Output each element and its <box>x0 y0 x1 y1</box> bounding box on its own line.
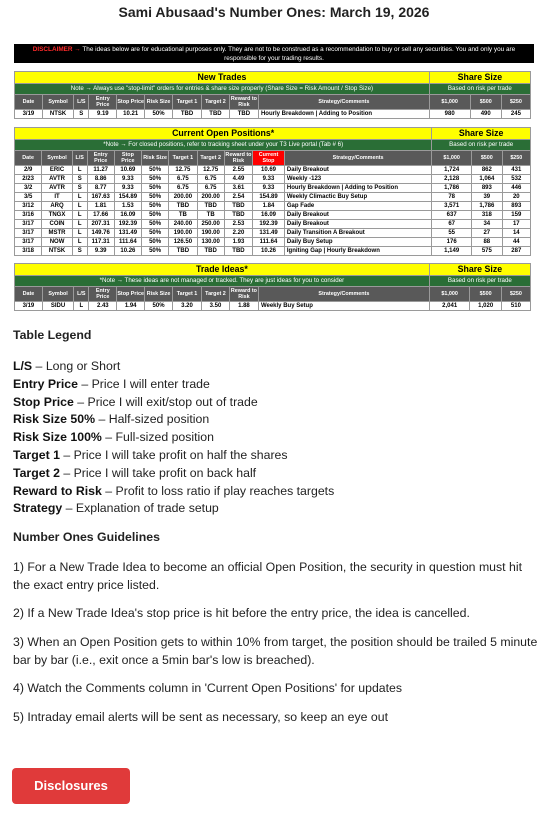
new_trades-title-row <box>15 72 531 84</box>
table-cell: 17.66 <box>87 211 114 220</box>
column-header: Stop Price <box>117 95 145 110</box>
trade_ideas-note-row <box>15 276 531 287</box>
table-cell: 2.55 <box>224 166 252 175</box>
table-cell: 10.69 <box>114 166 141 175</box>
legend-item <box>13 358 548 376</box>
trade_ideas-header-row <box>15 287 531 302</box>
legend-desc: – Full-sized position <box>101 430 214 445</box>
table-cell: 50% <box>142 202 169 211</box>
table-cell: 1,020 <box>470 302 501 311</box>
strategy-cell: Daily Transition A Breakout <box>284 229 431 238</box>
table-cell: 2.43 <box>89 302 117 311</box>
table-cell: 207.31 <box>87 220 114 229</box>
table-cell: 3/17 <box>15 238 42 247</box>
table-cell: 34 <box>472 220 503 229</box>
new_trades-table <box>14 71 531 119</box>
table-cell: 1,064 <box>472 175 503 184</box>
table-cell: 2.53 <box>224 220 252 229</box>
share-size-subtitle: Based on risk per trade <box>432 140 531 151</box>
legend-desc: – Price I will enter trade <box>77 376 210 391</box>
table-cell: 8.77 <box>87 184 114 193</box>
table-cell: 130.00 <box>197 238 224 247</box>
table-cell: 1.81 <box>87 202 114 211</box>
table-cell: MSTR <box>42 229 73 238</box>
table-cell: 50% <box>142 229 169 238</box>
table-cell: 431 <box>502 166 530 175</box>
table-cell: 2,128 <box>432 175 472 184</box>
column-header: L/S <box>74 287 89 302</box>
table-cell: TBD <box>197 202 224 211</box>
table-cell: 980 <box>429 110 470 119</box>
column-header: L/S <box>74 95 89 110</box>
legend-term: Target 2 <box>13 465 60 480</box>
table-cell: L <box>72 238 87 247</box>
column-header: Target 2 <box>202 95 230 110</box>
table-cell: S <box>72 247 87 256</box>
legend-desc: – Explanation of trade setup <box>62 501 219 516</box>
legend-desc: – Long or Short <box>32 359 121 373</box>
table-cell: NOW <box>42 238 73 247</box>
open_positions-header-row <box>15 151 531 166</box>
column-header: Stop Price <box>117 287 145 302</box>
column-header-share-size: $250 <box>501 95 530 110</box>
table-cell: 9.19 <box>89 110 117 119</box>
column-header-share-size: $500 <box>470 95 501 110</box>
table-cell: 240.00 <box>169 220 197 229</box>
column-header: Strategy/Comments <box>258 95 429 110</box>
trade_ideas-table <box>14 263 531 311</box>
table-cell: 2.54 <box>224 193 252 202</box>
share-size-title: Share Size <box>429 72 530 84</box>
table-cell: 637 <box>432 211 472 220</box>
table-cell: 1,786 <box>472 202 503 211</box>
table-row <box>15 220 531 229</box>
table-cell: 131.49 <box>253 229 285 238</box>
table-cell: 3,571 <box>432 202 472 211</box>
table-cell: ARQ <box>42 202 73 211</box>
table-cell: S <box>74 110 89 119</box>
strategy-cell: Weekly -123 <box>284 175 431 184</box>
column-header: Reward to Risk <box>230 96 257 108</box>
table-cell: 1,724 <box>432 166 472 175</box>
column-header: Strategy/Comments <box>258 287 429 302</box>
table-cell: 2/23 <box>15 175 42 184</box>
table-cell: 3/16 <box>15 211 42 220</box>
legend-term: Reward to Risk <box>13 483 102 498</box>
table-cell: 200.00 <box>169 193 197 202</box>
table-cell: 200.00 <box>197 193 224 202</box>
open_positions-note: *Note → For closed positions, refer to tracking sheet under your T3 Live portal (Tab # 6) <box>15 140 432 151</box>
column-header: Symbol <box>42 151 73 166</box>
table-cell: 27 <box>472 229 503 238</box>
table-cell: NTSK <box>42 247 73 256</box>
table-cell: 4.49 <box>224 175 252 184</box>
disclaimer-label: DISCLAIMER → <box>32 46 81 53</box>
column-header: Symbol <box>42 287 73 302</box>
table-cell: 39 <box>472 193 503 202</box>
table-row <box>15 202 531 211</box>
table-cell: 50% <box>145 302 173 311</box>
table-cell: 2.20 <box>224 229 252 238</box>
table-cell: 3/12 <box>15 202 42 211</box>
table-cell: 50% <box>145 110 173 119</box>
table-row <box>15 184 531 193</box>
table-cell: TBD <box>169 202 197 211</box>
table-cell: 250.00 <box>197 220 224 229</box>
legend-term: Risk Size 50% <box>13 412 96 427</box>
table-cell: 149.76 <box>87 229 114 238</box>
table-cell: 50% <box>142 184 169 193</box>
table-cell: 862 <box>472 166 503 175</box>
legend-item <box>13 465 548 483</box>
table-cell: 490 <box>470 110 501 119</box>
table-cell: L <box>72 229 87 238</box>
table-row <box>15 211 531 220</box>
table-cell: 9.33 <box>253 175 285 184</box>
trade_ideas-title-row <box>15 264 531 276</box>
table-cell: 2/9 <box>15 166 42 175</box>
table-cell: 12.75 <box>197 166 224 175</box>
table-cell: 192.39 <box>253 220 285 229</box>
table-cell: 159 <box>502 211 530 220</box>
table-cell: 318 <box>472 211 503 220</box>
legend-term: Risk Size 100% <box>13 430 102 445</box>
column-header-current-stop: Current Stop <box>253 151 285 166</box>
guidelines-title: Number Ones Guidelines <box>13 530 160 545</box>
strategy-cell: Igniting Gap | Hourly Breakdown <box>284 247 431 256</box>
column-header: Risk Size <box>142 151 169 166</box>
table-cell: 154.89 <box>114 193 141 202</box>
table-cell: L <box>72 202 87 211</box>
table-cell: TBD <box>229 110 258 119</box>
legend-term: Entry Price <box>13 376 78 391</box>
column-header-share-size: $1,000 <box>429 287 470 302</box>
disclosures-button[interactable]: Disclosures <box>12 768 130 804</box>
column-header-share-size: $500 <box>472 151 503 166</box>
table-row <box>15 238 531 247</box>
table-cell: 167.63 <box>87 193 114 202</box>
table-cell: 10.26 <box>253 247 285 256</box>
table-cell: 50% <box>142 211 169 220</box>
table-cell: 245 <box>501 110 530 119</box>
legend-desc: – Price I will exit/stop out of trade <box>73 394 258 409</box>
table-cell: 10.69 <box>253 166 285 175</box>
table-cell: 9.39 <box>87 247 114 256</box>
table-cell: 6.75 <box>197 184 224 193</box>
table-cell: 2,041 <box>429 302 470 311</box>
table-cell: 3.61 <box>224 184 252 193</box>
table-cell: 16.09 <box>114 211 141 220</box>
table-cell: 50% <box>142 166 169 175</box>
table-cell: 88 <box>472 238 503 247</box>
table-cell: L <box>72 220 87 229</box>
table-cell: 893 <box>502 202 530 211</box>
table-cell: 67 <box>432 220 472 229</box>
table-cell: 14 <box>502 229 530 238</box>
table-cell: 6.75 <box>169 175 197 184</box>
table-cell: 111.64 <box>253 238 285 247</box>
table-cell: 9.33 <box>114 175 141 184</box>
table-cell: 8.86 <box>87 175 114 184</box>
table-cell: 117.31 <box>87 238 114 247</box>
legend-list <box>13 358 548 518</box>
column-header: Date <box>15 95 43 110</box>
column-header-share-size: $500 <box>470 287 501 302</box>
table-cell: 126.50 <box>169 238 197 247</box>
page-title: Sami Abusaad's Number Ones: March 19, 2026 <box>118 4 430 20</box>
column-header: Date <box>15 287 43 302</box>
table-cell: 55 <box>432 229 472 238</box>
table-cell: 3/5 <box>15 193 42 202</box>
share-size-subtitle: Based on risk per trade <box>429 276 530 287</box>
new-trades-section <box>0 71 548 119</box>
legend-desc: – Half-sized position <box>95 412 210 427</box>
legend-item <box>13 447 548 465</box>
open_positions-title: Current Open Positions* <box>15 128 432 140</box>
table-cell: S <box>72 175 87 184</box>
table-cell: 20 <box>502 193 530 202</box>
guideline-item: 3) When an Open Position gets to within 10% from target, the position should be trailed 5 minute bar by bar (i.e., exit once a 5min bar's low is breached). <box>13 634 538 667</box>
table-cell: 111.64 <box>114 238 141 247</box>
table-cell: 446 <box>502 184 530 193</box>
column-header: Entry Price <box>89 287 117 302</box>
table-cell: ERIC <box>42 166 73 175</box>
table-cell: 3.50 <box>202 302 230 311</box>
disclaimer-banner <box>14 44 534 63</box>
table-cell: 3.20 <box>172 302 201 311</box>
new_trades-header-row <box>15 95 531 110</box>
legend-item <box>13 411 548 429</box>
share-size-title: Share Size <box>429 264 530 276</box>
table-cell: NTSK <box>42 110 73 119</box>
strategy-cell: Daily Breakout <box>284 166 431 175</box>
table-cell: 3/17 <box>15 220 42 229</box>
strategy-cell: Gap Fade <box>284 202 431 211</box>
column-header: Reward to Risk <box>225 152 252 164</box>
column-header: L/S <box>72 151 87 166</box>
table-cell: 16.09 <box>253 211 285 220</box>
table-cell: COIN <box>42 220 73 229</box>
column-header: Target 2 <box>197 151 224 166</box>
open-positions-section <box>0 127 548 256</box>
table-cell: 10.26 <box>114 247 141 256</box>
column-header: Target 2 <box>202 287 230 302</box>
strategy-cell: Daily Breakout <box>284 211 431 220</box>
trade_ideas-note: *Note → These ideas are not managed or tracked. They are just ideas for you to consider <box>15 276 430 287</box>
column-header: Entry Price <box>89 95 117 110</box>
table-cell: 3/17 <box>15 229 42 238</box>
table-cell: L <box>72 211 87 220</box>
open_positions-note-row <box>15 140 531 151</box>
table-cell: 9.33 <box>114 184 141 193</box>
table-cell: 11.27 <box>87 166 114 175</box>
table-cell: AVTR <box>42 175 73 184</box>
column-header: Symbol <box>42 95 73 110</box>
table-cell: 3/18 <box>15 247 42 256</box>
column-header-share-size: $250 <box>501 287 530 302</box>
open_positions-title-row <box>15 128 531 140</box>
table-cell: 1,786 <box>432 184 472 193</box>
table-cell: 1.53 <box>114 202 141 211</box>
table-row <box>15 175 531 184</box>
legend-term: Target 1 <box>13 447 60 462</box>
table-cell: 1,149 <box>432 247 472 256</box>
disclaimer-text: The ideas below are for educational purposes only. They are not to be construed as a recommendation to buy or sell any securities. You and only you are responsible for your trading results. <box>82 46 516 62</box>
table-cell: 6.75 <box>169 184 197 193</box>
table-cell: TBD <box>224 202 252 211</box>
table-cell: 1.94 <box>117 302 145 311</box>
table-cell: TBD <box>197 247 224 256</box>
column-header: Date <box>15 151 42 166</box>
table-cell: 50% <box>142 193 169 202</box>
table-cell: 176 <box>432 238 472 247</box>
table-cell: 9.33 <box>253 184 285 193</box>
guideline-item: 1) For a New Trade Idea to become an official Open Position, the security in question must hit the exact entry price listed. <box>13 560 522 592</box>
strategy-cell: Daily Breakout <box>284 220 431 229</box>
table-cell: 575 <box>472 247 503 256</box>
table-row <box>15 166 531 175</box>
table-cell: 190.00 <box>169 229 197 238</box>
table-cell: 17 <box>502 220 530 229</box>
legend-item <box>13 394 548 412</box>
table-cell: SIDU <box>42 302 73 311</box>
table-cell: IT <box>42 193 73 202</box>
column-header-share-size: $1,000 <box>429 95 470 110</box>
table-cell: S <box>72 184 87 193</box>
table-cell: 50% <box>142 220 169 229</box>
table-cell: TB <box>197 211 224 220</box>
table-cell: L <box>74 302 89 311</box>
table-row <box>15 193 531 202</box>
table-cell: 1.88 <box>229 302 258 311</box>
table-row <box>15 302 531 311</box>
table-cell: TBD <box>172 110 201 119</box>
guideline-item: 4) Watch the Comments column in 'Current Open Positions' for updates <box>13 681 403 696</box>
table-cell: 1.93 <box>224 238 252 247</box>
table-cell: 192.39 <box>114 220 141 229</box>
legend-desc: – Profit to loss ratio if play reaches targets <box>101 483 335 498</box>
table-cell: 44 <box>502 238 530 247</box>
table-cell: 12.75 <box>169 166 197 175</box>
table-cell: 154.89 <box>253 193 285 202</box>
table-cell: AVTR <box>42 184 73 193</box>
column-header: Target 1 <box>169 151 197 166</box>
table-cell: 78 <box>432 193 472 202</box>
strategy-cell: Daily Buy Setup <box>284 238 431 247</box>
table-cell: 510 <box>501 302 530 311</box>
legend-term: Stop Price <box>13 394 74 409</box>
table-row <box>15 229 531 238</box>
table-row <box>15 247 531 256</box>
legend-desc: – Price I will take profit on half the shares <box>59 447 288 462</box>
table-cell: 287 <box>502 247 530 256</box>
table-cell: 3/19 <box>15 110 43 119</box>
column-header: Strategy/Comments <box>284 151 431 166</box>
table-cell: L <box>72 193 87 202</box>
column-header: Reward to Risk <box>230 288 257 300</box>
table-cell: 131.49 <box>114 229 141 238</box>
table-cell: TBD <box>202 110 230 119</box>
table-cell: 50% <box>142 247 169 256</box>
legend-item <box>13 483 548 501</box>
new_trades-note: Note → Always use "stop-limit" orders for entries & share size properly (Share Size = Risk Amount / Stop Size) <box>15 84 430 95</box>
table-cell: 893 <box>472 184 503 193</box>
column-header-share-size: $250 <box>502 151 530 166</box>
table-cell: 3/19 <box>15 302 43 311</box>
trade_ideas-title: Trade Ideas* <box>15 264 430 276</box>
strategy-cell: Hourly Breakdown | Adding to Position <box>284 184 431 193</box>
legend-term: Strategy <box>13 501 63 516</box>
column-header: Risk Size <box>145 287 173 302</box>
table-cell: 3/2 <box>15 184 42 193</box>
share-size-subtitle: Based on risk per trade <box>429 84 530 95</box>
table-cell: 10.21 <box>117 110 145 119</box>
column-header: Stop Price <box>114 151 141 166</box>
table-cell: 1.84 <box>253 202 285 211</box>
column-header: Target 1 <box>172 95 201 110</box>
table-row <box>15 110 531 119</box>
table-cell: TBD <box>224 211 252 220</box>
strategy-cell: Weekly Climactic Buy Setup <box>284 193 431 202</box>
guideline-item: 5) Intraday email alerts will be sent as necessary, so keep an eye out <box>13 709 389 724</box>
table-cell: 532 <box>502 175 530 184</box>
legend-item <box>13 500 548 518</box>
column-header-share-size: $1,000 <box>432 151 472 166</box>
table-cell: TNGX <box>42 211 73 220</box>
column-header: Target 1 <box>172 287 201 302</box>
strategy-cell: Weekly Buy Setup <box>258 302 429 311</box>
open_positions-table <box>14 127 531 256</box>
table-cell: 50% <box>142 238 169 247</box>
new_trades-note-row <box>15 84 531 95</box>
table-cell: 50% <box>142 175 169 184</box>
table-cell: L <box>72 166 87 175</box>
strategy-cell: Hourly Breakdown | Adding to Position <box>258 110 429 119</box>
table-cell: TB <box>169 211 197 220</box>
guideline-item: 2) If a New Trade Idea's stop price is hit before the entry price, the idea is cancelled. <box>13 606 470 621</box>
legend-title: Table Legend <box>13 328 92 342</box>
trade-ideas-section <box>0 263 548 311</box>
table-cell: 190.00 <box>197 229 224 238</box>
share-size-title: Share Size <box>432 128 531 140</box>
table-cell: TBD <box>169 247 197 256</box>
legend-term: L/S <box>13 359 33 373</box>
table-cell: TBD <box>224 247 252 256</box>
legend-item <box>13 376 548 394</box>
legend-item <box>13 429 548 447</box>
guidelines-list <box>0 559 548 726</box>
column-header: Entry Price <box>87 151 114 166</box>
column-header: Risk Size <box>145 95 173 110</box>
table-cell: 6.75 <box>197 175 224 184</box>
new_trades-title: New Trades <box>15 72 430 84</box>
legend-desc: – Price I will take profit on back half <box>59 465 257 480</box>
